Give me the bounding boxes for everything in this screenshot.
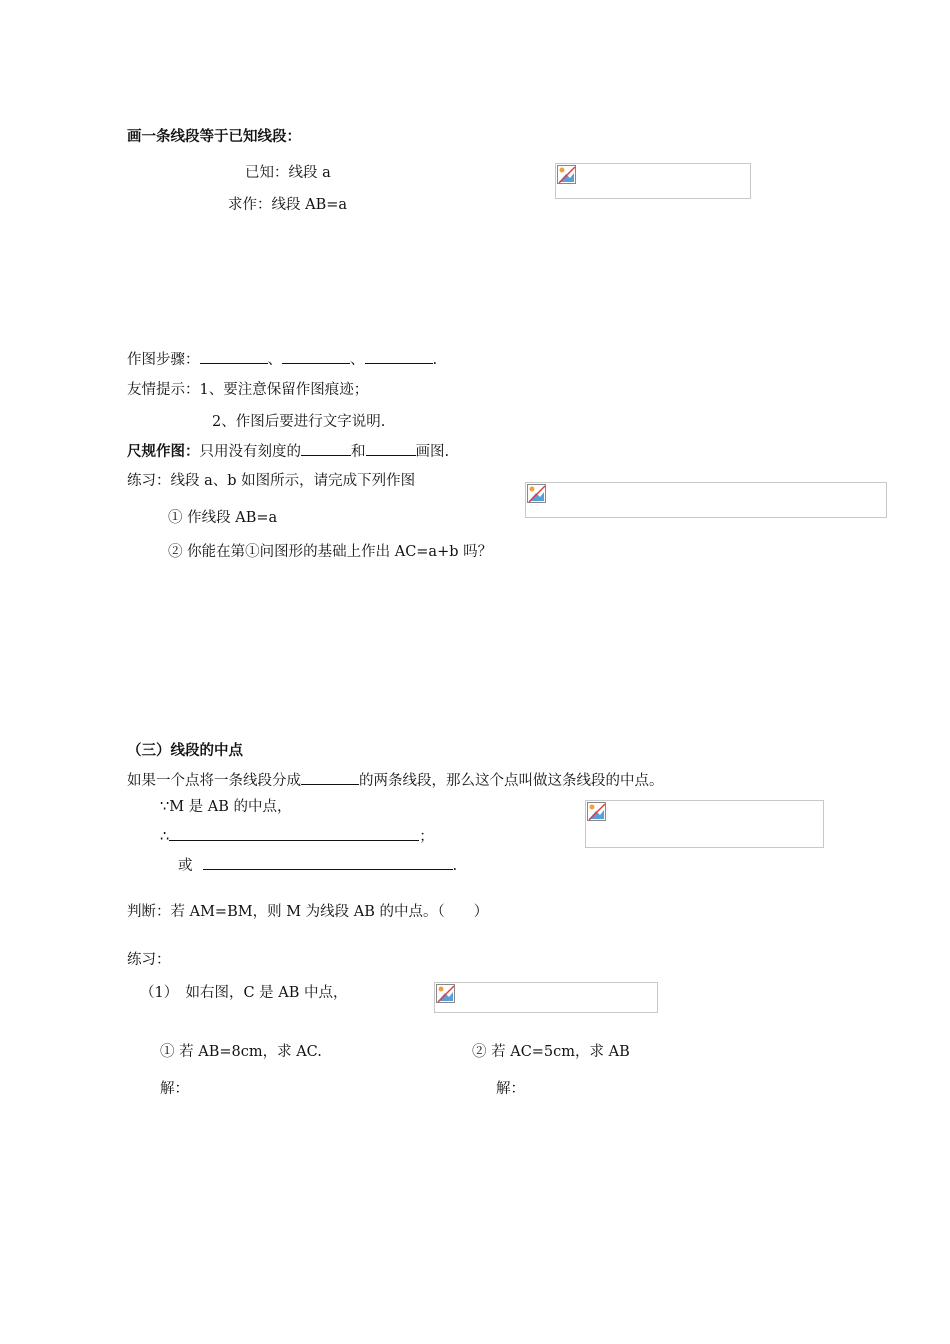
therefore-blank	[169, 826, 419, 841]
broken-image-icon	[436, 984, 456, 1004]
practice1-item-1: ① 作线段 AB=a	[168, 510, 278, 526]
judge-question: 判断：若 AM=BM，则 M 为线段 AB 的中点。（ ）	[127, 904, 489, 920]
given-text: 已知：线段 a	[245, 165, 331, 181]
figure-midpoint-c	[434, 982, 658, 1013]
practice2-part-b: ② 若 AC=5cm，求 AB	[472, 1044, 630, 1060]
step-blank-2	[282, 349, 350, 364]
step-blank-1	[200, 349, 268, 364]
steps-label: 作图步骤：	[127, 352, 200, 368]
ruler-compass-mid: 和	[351, 444, 366, 460]
solve-label-b: 解：	[496, 1081, 525, 1097]
practice2-question-1: （1） 如右图，C 是 AB 中点，	[140, 985, 348, 1001]
broken-image-icon	[557, 165, 577, 185]
figure-segments-a-b	[525, 482, 887, 518]
practice1-intro: 练习：线段 a、b 如图所示，请完成下列作图	[127, 473, 416, 489]
or-period: .	[452, 858, 458, 874]
steps-sep-2: 、	[350, 352, 365, 368]
tool-blank-1	[301, 441, 351, 456]
practice2-part-a: ① 若 AB=8cm，求 AC.	[160, 1044, 322, 1060]
midpoint-def-end: 的两条线段，那么这个点叫做这条线段的中点。	[359, 773, 664, 789]
def-blank	[301, 770, 359, 785]
ruler-compass-text: 只用没有刻度的	[199, 444, 301, 460]
ruler-compass-label: 尺规作图：	[127, 444, 200, 460]
ruler-compass-end: 画图.	[415, 444, 450, 460]
figure-midpoint-m	[585, 800, 824, 848]
steps-end: .	[432, 352, 438, 368]
broken-image-icon	[587, 802, 607, 822]
section-heading-midpoint: （三）线段的中点	[127, 743, 243, 759]
midpoint-definition	[127, 770, 664, 790]
ruler-compass-line	[127, 441, 449, 461]
midpoint-def-start: 如果一个点将一条线段分成	[127, 773, 301, 789]
required-text: 求作：线段 AB=a	[228, 197, 348, 213]
practice2-label: 练习：	[127, 952, 171, 968]
tip-line-1: 友情提示：1、要注意保留作图痕迹；	[127, 382, 369, 398]
steps-sep-1: 、	[267, 352, 282, 368]
solve-label-a: 解：	[160, 1081, 189, 1097]
figure-segment-a	[555, 163, 751, 199]
broken-image-icon	[527, 484, 547, 504]
tool-blank-2	[366, 441, 416, 456]
section-heading-draw-segment: 画一条线段等于已知线段：	[127, 129, 301, 145]
or-word: 或	[178, 858, 193, 874]
practice1-item-2: ② 你能在第①问图形的基础上作出 AC=a+b 吗？	[168, 544, 493, 560]
therefore-semicolon: ；	[419, 829, 434, 845]
tip-line-2: 2、作图后要进行文字说明.	[212, 414, 386, 430]
therefore-symbol: ∴	[160, 829, 170, 845]
therefore-line	[160, 826, 434, 846]
or-line	[178, 855, 457, 875]
because-line: ∵M 是 AB 的中点，	[160, 799, 292, 815]
step-blank-3	[365, 349, 433, 364]
or-blank	[203, 855, 453, 870]
steps-line	[127, 349, 437, 369]
